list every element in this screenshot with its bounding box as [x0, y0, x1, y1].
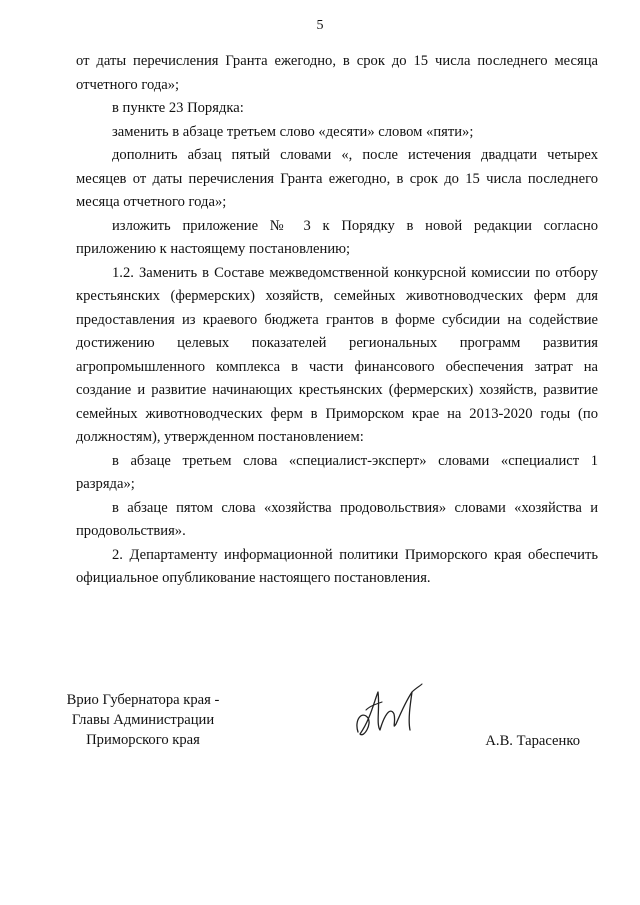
paragraph: в абзаце третьем слова «специалист-эксперт» словами «специалист 1 разряда»; — [76, 452, 598, 492]
signer-name: А.В. Тарасенко — [485, 733, 580, 749]
paragraph: заменить в абзаце третьем слово «десяти» словом «пяти»; — [112, 123, 474, 140]
handwritten-signature — [350, 680, 430, 750]
signer-title — [58, 690, 228, 750]
paragraph: от даты перечисления Гранта ежегодно, в срок до 15 числа последнего месяца отчетного года»; — [76, 53, 598, 93]
document-body — [76, 50, 598, 591]
signature-block — [0, 690, 640, 770]
paragraph: дополнить абзац пятый словами «, после истечения двадцати четырех месяцев от даты перечисления Гранта ежегодно, в срок до 15 числа последнего месяца отчетного года»; — [76, 147, 598, 210]
paragraph: 1.2. Заменить в Составе межведомственной конкурсной комиссии по отбору крестьянских (фермерских) хозяйств, семейных животноводческих ферм для предоставления из краевого бюджета грантов в форме субсидии на содействие достижению целевых показателей региональных программ развития агропромышленного комплекса в части финансового обеспечения затрат на создание и развитие начинающих крестьянских (фермерских) хозяйств, развитие семейных животноводческих ферм в Приморском крае на 2013-2020 годы (по должностям), утвержденном постановлением: — [76, 264, 598, 445]
paragraph: изложить приложение № 3 к Порядку в новой редакции согласно приложению к настоящему постановлению; — [76, 217, 598, 257]
signer-title-line: Приморского края — [86, 732, 200, 748]
page-number: 5 — [316, 18, 324, 33]
signer-title-line: Врио Губернатора края - — [66, 692, 220, 708]
paragraph: 2. Департаменту информационной политики Приморского края обеспечить официальное опубликование настоящего постановления. — [76, 546, 598, 586]
signer-title-line: Главы Администрации — [71, 712, 215, 728]
paragraph: в пункте 23 Порядка: — [112, 100, 244, 116]
paragraph: в абзаце пятом слова «хозяйства продовольствия» словами «хозяйства и продовольствия». — [76, 499, 598, 539]
